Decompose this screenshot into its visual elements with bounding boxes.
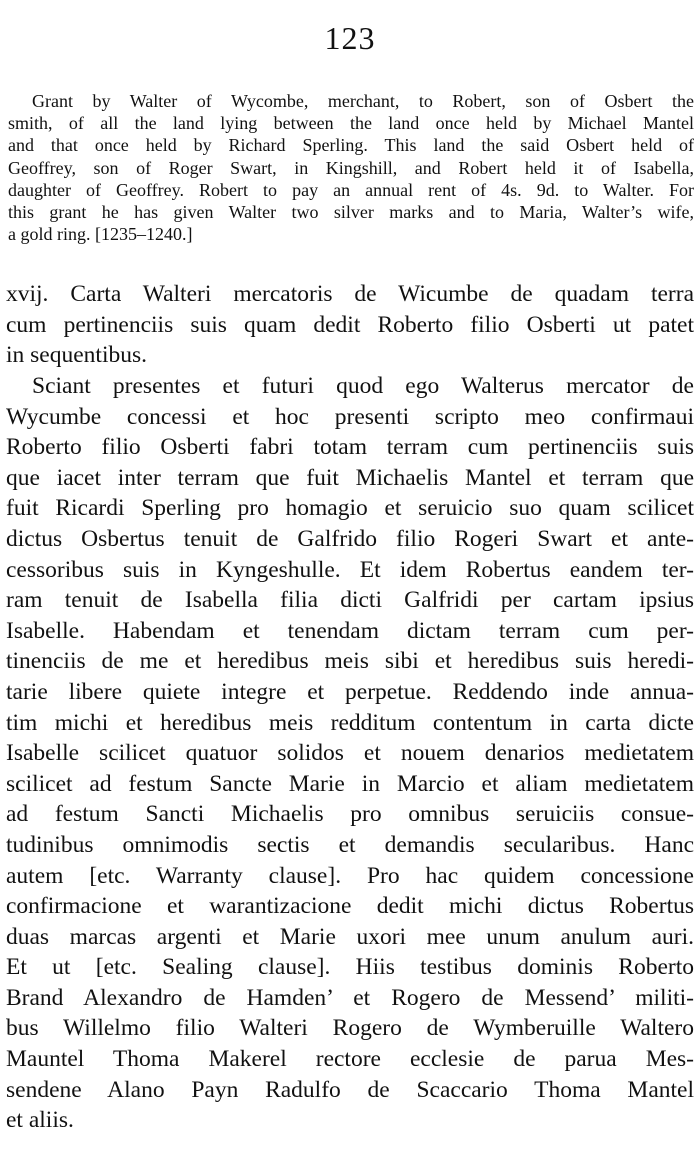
charter-line: cessoribus suis in Kyngeshulle. Et idem Robertus eandem ter- [6,556,694,583]
charter-line: scilicet ad festum Sancte Marie in Marcio et aliam medietatem [6,770,694,797]
summary-line: Grant by Walter of Wycombe, merchant, to Robert, son of Osbert the [32,91,694,111]
charter-text [6,371,694,1136]
english-summary [8,90,694,245]
charter-line: Et ut [etc. Sealing clause]. Hiis testibus dominis Roberto [6,954,694,981]
summary-line: Geoffrey, son of Roger Swart, in Kingshill, and Robert held it of Isabella, [8,157,694,178]
page-number: 123 [324,20,376,56]
charter-line: tinenciis de me et heredibus meis sibi et heredibus suis heredi- [6,648,694,675]
heading-line: cum pertinenciis suis quam dedit Roberto filio Osberti ut patet [6,311,694,338]
heading-line: in sequentibus. [6,342,147,368]
charter-line: fuit Ricardi Sperling pro homagio et seruicio suo quam scilicet [6,495,694,522]
charter-line: bus Willelmo filio Walteri Rogero de Wymberuille Waltero [6,1015,694,1042]
summary-line: smith, of all the land lying between the land once held by Michael Mantel [8,113,694,134]
summary-line: daughter of Geoffrey. Robert to pay an annual rent of 4s. 9d. to Walter. For [8,179,694,200]
charter-line: Sciant presentes et futuri quod ego Walterus mercator de [32,373,694,399]
charter-line: tudinibus omnimodis sectis et demandis secularibus. Hanc [6,831,694,858]
summary-line: a gold ring. [1235–1240.] [8,224,193,245]
charter-line: tim michi et heredibus meis redditum contentum in carta dicte [6,709,694,736]
charter-line: autem [etc. Warranty clause]. Pro hac quidem concessione [6,862,694,889]
charter-line: confirmacione et warantizacione dedit michi dictus Robertus [6,893,694,920]
charter-line: Isabelle. Habendam et tenendam dictam terram cum per- [6,617,694,644]
charter-line: sendene Alano Payn Radulfo de Scaccario Thoma Mantel [6,1076,694,1103]
charter-line: que iacet inter terram que fuit Michaelis Mantel et terram que [6,464,694,491]
charter-line: duas marcas argenti et Marie uxori mee unum anulum auri. [6,923,694,950]
charter-line: Mauntel Thoma Makerel rectore ecclesie de parua Mes- [6,1046,694,1073]
charter-line: dictus Osbertus tenuit de Galfrido filio Rogeri Swart et ante- [6,525,694,552]
summary-line: and that once held by Richard Sperling. This land the said Osbert held of [8,135,694,156]
charter-line: ad festum Sancti Michaelis pro omnibus seruiciis consue- [6,801,694,828]
charter-line: Brand Alexandro de Hamden’ et Rogero de Messend’ militi- [6,984,694,1011]
charter-line: Wycumbe concessi et hoc presenti scripto meo confirmaui [6,403,694,430]
charter-heading [6,279,694,371]
charter-line: Roberto filio Osberti fabri totam terram cum pertinenciis suis [6,434,694,461]
charter-line: et aliis. [6,1107,74,1134]
charter-line: tarie libere quiete integre et perpetue. Reddendo inde annua- [6,678,694,705]
charter-line: Isabelle scilicet quatuor solidos et nouem denarios medietatem [6,740,694,767]
charter-line: ram tenuit de Isabella filia dicti Galfridi per cartam ipsius [6,587,694,614]
summary-line: this grant he has given Walter two silver marks and to Maria, Walter’s wife, [8,202,694,223]
heading-line: xvij. Carta Walteri mercatoris de Wicumbe de quadam terra [6,281,694,307]
